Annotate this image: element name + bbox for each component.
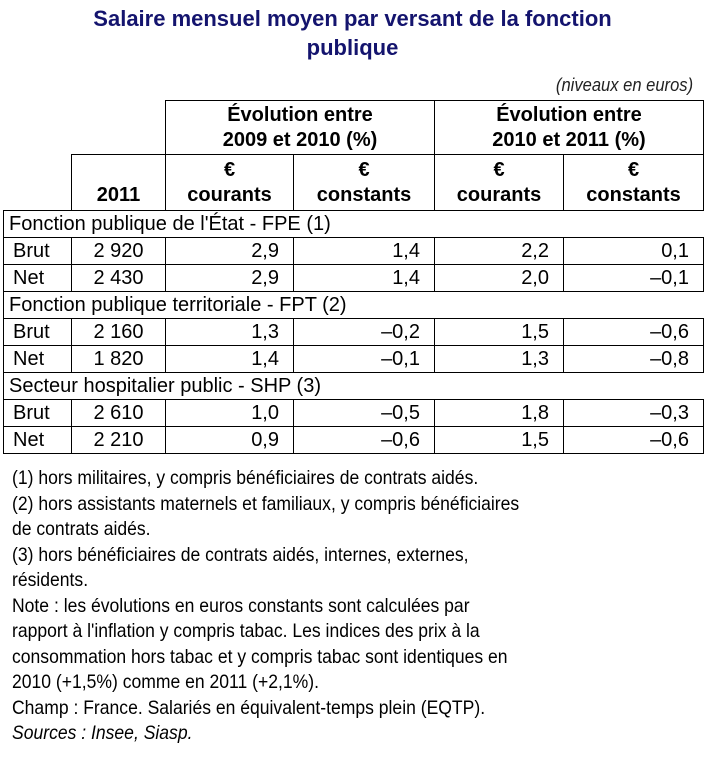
header-group1-line2: 2009 et 2010 (%): [222, 128, 378, 151]
row-label: Net: [4, 427, 72, 454]
cell-level: 2 920: [72, 238, 166, 265]
header-constants-label: constants: [586, 183, 681, 206]
cell-1011-courants: 1,5: [435, 319, 564, 346]
footnote-line: 2010 (+1,5%) comme en 2011 (+2,1%).: [12, 671, 319, 693]
header-1011-courants: [435, 155, 564, 211]
section-row-shp: [4, 373, 704, 400]
section-row-fpt: [4, 292, 704, 319]
table-row: [4, 427, 704, 454]
section-label: Secteur hospitalier public - SHP (3): [4, 373, 704, 400]
footnote-line: (1) hors militaires, y compris bénéficiaires de contrats aidés.: [12, 467, 479, 489]
cell-level: 2 610: [72, 400, 166, 427]
cell-level: 2 430: [72, 265, 166, 292]
cell-0910-constants: –0,6: [294, 427, 435, 454]
cell-0910-courants: 2,9: [166, 238, 294, 265]
row-label: Net: [4, 346, 72, 373]
header-constants-label: constants: [316, 183, 412, 206]
header-courants-label: courants: [456, 183, 542, 206]
table-row: [4, 265, 704, 292]
section-label: Fonction publique de l'État - FPE (1): [4, 211, 704, 238]
cell-0910-courants: 1,3: [166, 319, 294, 346]
header-0910-constants: [294, 155, 435, 211]
footnote-line: Champ : France. Salariés en équivalent-temps plein (EQTP).: [12, 696, 486, 719]
section-row-fpe: [4, 211, 704, 238]
row-label: Brut: [4, 238, 72, 265]
title-line-1: Salaire mensuel moyen par versant de la fonction: [93, 6, 612, 31]
table-row: [4, 319, 704, 346]
cell-1011-constants: 0,1: [564, 238, 704, 265]
cell-1011-courants: 2,2: [435, 238, 564, 265]
cell-0910-constants: 1,4: [294, 265, 435, 292]
cell-0910-constants: 1,4: [294, 238, 435, 265]
row-label: Brut: [4, 319, 72, 346]
salary-table: [3, 100, 704, 454]
table-title: [0, 4, 705, 62]
header-1011-constants: [564, 155, 704, 211]
cell-1011-constants: –0,6: [564, 319, 704, 346]
cell-1011-courants: 1,3: [435, 346, 564, 373]
cell-1011-constants: –0,6: [564, 427, 704, 454]
euro-symbol: €: [493, 158, 505, 181]
header-group2-line1: Évolution entre: [496, 103, 642, 126]
empty-corner-2: [72, 101, 166, 155]
cell-level: 1 820: [72, 346, 166, 373]
header-courants-label: courants: [187, 183, 272, 206]
section-label: Fonction publique territoriale - FPT (2): [4, 292, 704, 319]
footnotes: [12, 466, 705, 747]
cell-1011-courants: 1,5: [435, 427, 564, 454]
footnote-line: Note : les évolutions en euros constants sont calculées par: [12, 594, 470, 617]
header-0910-courants: [166, 155, 294, 211]
cell-level: 2 210: [72, 427, 166, 454]
cell-1011-constants: –0,8: [564, 346, 704, 373]
cell-0910-constants: –0,5: [294, 400, 435, 427]
footnote-line: de contrats aidés.: [12, 518, 151, 540]
header-group2-line2: 2010 et 2011 (%): [492, 128, 646, 151]
footnote-line: rapport à l'inflation y compris tabac. Les indices des prix à la: [12, 620, 480, 642]
empty-corner-3: [4, 155, 72, 211]
sources-line: Sources : Insee, Siasp.: [12, 722, 193, 744]
cell-level: 2 160: [72, 319, 166, 346]
header-evolution-2010-2011: [435, 101, 704, 155]
table-row: [4, 400, 704, 427]
cell-0910-courants: 2,9: [166, 265, 294, 292]
cell-1011-courants: 2,0: [435, 265, 564, 292]
row-label: Net: [4, 265, 72, 292]
cell-1011-constants: –0,3: [564, 400, 704, 427]
footnote-line: consommation hors tabac et y compris tabac sont identiques en: [12, 645, 508, 668]
unit-note: (niveaux en euros): [555, 75, 693, 95]
header-group1-line1: Évolution entre: [227, 103, 373, 126]
footnote-line: résidents.: [12, 569, 89, 591]
cell-0910-courants: 1,4: [166, 346, 294, 373]
cell-0910-constants: –0,1: [294, 346, 435, 373]
header-evolution-2009-2010: [166, 101, 435, 155]
euro-symbol: €: [627, 158, 640, 181]
cell-0910-courants: 0,9: [166, 427, 294, 454]
header-level-2011: 2011: [72, 155, 166, 211]
row-label: Brut: [4, 400, 72, 427]
table-row: [4, 346, 704, 373]
cell-1011-constants: –0,1: [564, 265, 704, 292]
footnote-line: (2) hors assistants maternels et familiaux, y compris bénéficiaires: [12, 492, 520, 515]
cell-1011-courants: 1,8: [435, 400, 564, 427]
empty-corner: [4, 101, 72, 155]
header-row-columns: [4, 155, 704, 211]
header-row-groups: [4, 101, 704, 155]
title-line-2: publique: [306, 35, 399, 60]
cell-0910-constants: –0,2: [294, 319, 435, 346]
table-row: [4, 238, 704, 265]
cell-0910-courants: 1,0: [166, 400, 294, 427]
footnote-line: (3) hors bénéficiaires de contrats aidés, internes, externes,: [12, 543, 469, 566]
euro-symbol: €: [358, 158, 370, 181]
euro-symbol: €: [223, 158, 236, 181]
